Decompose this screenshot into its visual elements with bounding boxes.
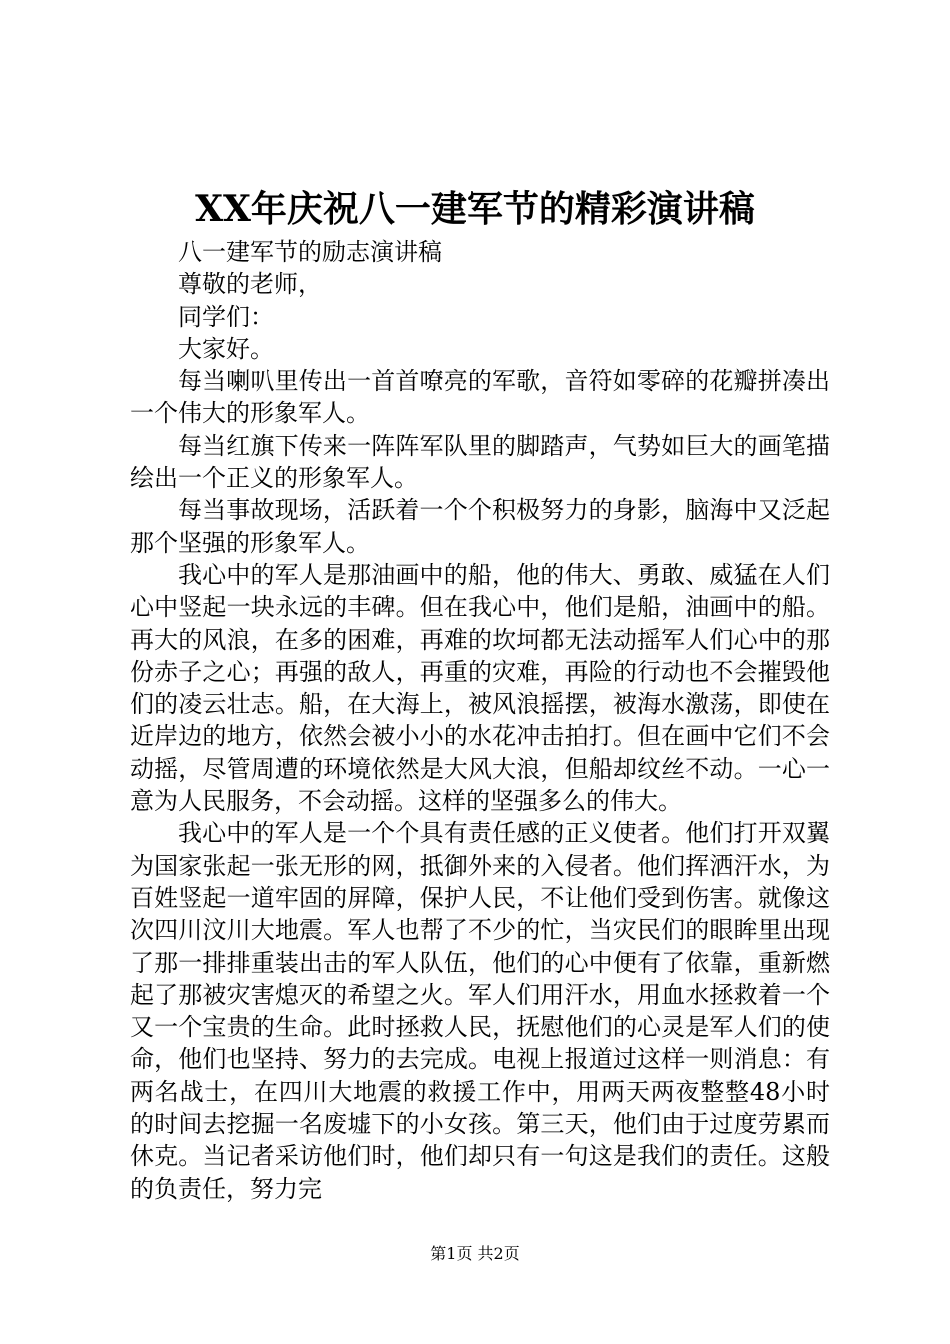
paragraph: 每当喇叭里传出一首首嘹亮的军歌，音符如零碎的花瓣拼凑出一个伟大的形象军人。	[130, 367, 830, 428]
paragraph-subtitle: 八一建军节的励志演讲稿	[178, 238, 442, 266]
paragraph: 每当事故现场，活跃着一个个积极努力的身影，脑海中又泛起那个坚强的形象军人。	[130, 496, 830, 557]
paragraph-greeting: 大家好。	[178, 334, 274, 363]
paragraph-salutation-teachers: 尊敬的老师，	[178, 270, 322, 299]
page-footer: 第1页 共2页	[430, 1244, 520, 1263]
document-body	[130, 236, 830, 1205]
paragraph: 我心中的军人是那油画中的船，他的伟大、勇敢、威猛在人们心中竖起一块永远的丰碑。但在我心中，他们是船，油画中的船。再大的风浪，在多的困难，再难的坎坷都无法动摇军人们心中的那份赤子之心；再强的敌人，再重的灾难，再险的行动也不会摧毁他们的凌云壮志。船，在大海上，被风浪摇摆，被海水激荡，即使在近岸边的地方，依然会被小小的水花冲击拍打。但在画中它们不会动摇，尽管周遭的环境依然是大风大浪，但船却纹丝不动。一心一意为人民服务，不会动摇。这样的坚强多么的伟大。	[130, 560, 830, 816]
page-title: XX年庆祝八一建军节的精彩演讲稿	[195, 188, 755, 230]
paragraph: 每当红旗下传来一阵阵军队里的脚踏声，气势如巨大的画笔描绘出一个正义的形象军人。	[130, 431, 830, 493]
paragraph-salutation-students: 同学们：	[178, 302, 274, 331]
paragraph: 我心中的军人是一个个具有责任感的正义使者。他们打开双翼为国家张起一张无形的网，抵御外来的入侵者。他们挥洒汗水，为百姓竖起一道牢固的屏障，保护人民，不让他们受到伤害。就像这次四川汶川大地震。军人也帮了不少的忙，当灾民们的眼眸里出现了那一排排重装出击的军人队伍，他们的心中便有了依靠，重新燃起了那被灾害熄灭的希望之火。军人们用汗水，用血水拯救着一个又一个宝贵的生命。此时拯救人民，抚慰他们的心灵是军人们的使命，他们也坚持、努力的去完成。电视上报道过这样一则消息：有两名战士，在四川大地震的救援工作中，用两天两夜整整48小时的时间去挖掘一名废墟下的小女孩。第三天，他们由于过度劳累而休克。当记者采访他们时，他们却只有一句这是我们的责任。这般的负责任，努力完	[130, 819, 830, 1203]
